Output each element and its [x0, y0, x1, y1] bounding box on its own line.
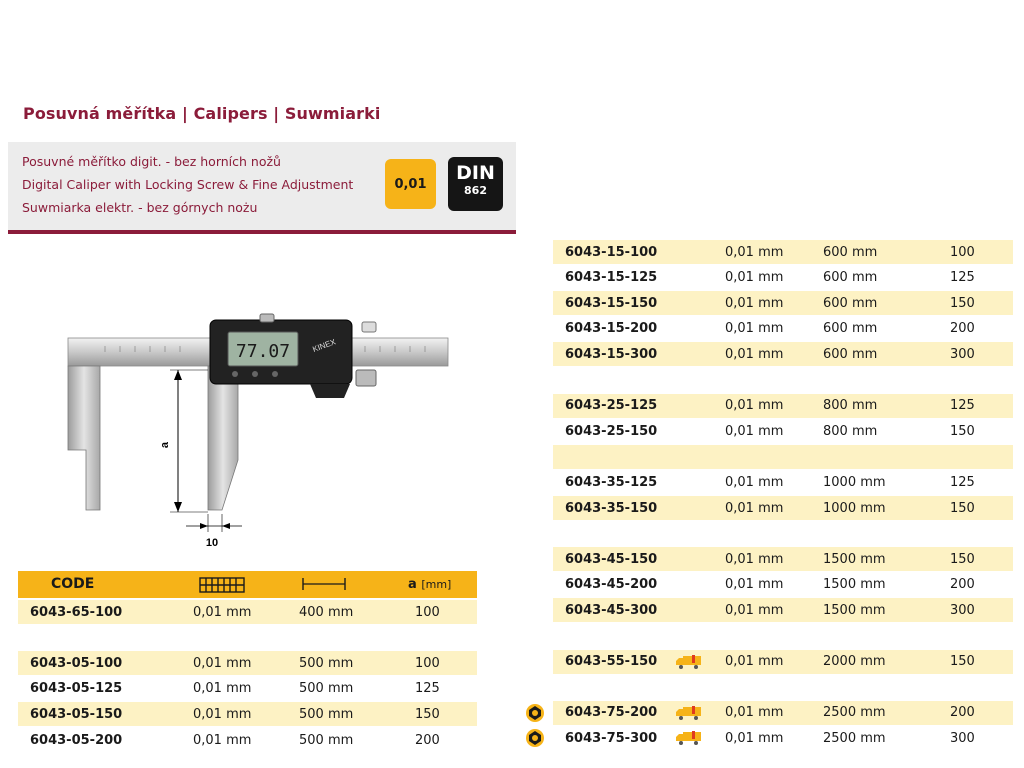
cell-a: 100: [415, 655, 440, 671]
cell-len: 1000 mm: [823, 474, 886, 490]
cell-res: 0,01 mm: [725, 244, 784, 260]
header-code: CODE: [51, 576, 95, 592]
din-number: 862: [464, 184, 487, 197]
cell-len: 600 mm: [823, 295, 878, 311]
brand-logo: KINEX: [311, 337, 337, 354]
dimension-10-label: 10: [205, 537, 219, 549]
cell-res: 0,01 mm: [725, 321, 784, 337]
banner-line-cz: Posuvné měřítko digit. - bez horních nožů: [22, 154, 281, 169]
cell-code: 6043-15-125: [565, 270, 658, 286]
cell-res: 0,01 mm: [725, 500, 784, 516]
cell-code: 6043-55-150: [565, 654, 658, 670]
table-spacer-row: [18, 626, 477, 650]
page-title: Posuvná měřítka | Calipers | Suwmiarki: [23, 104, 381, 123]
cell-len: 1000 mm: [823, 500, 886, 516]
cell-code: 6043-45-200: [565, 577, 658, 593]
cell-res: 0,01 mm: [193, 706, 252, 722]
table-spacer-row: [553, 624, 1013, 648]
cell-res: 0,01 mm: [193, 655, 252, 671]
cell-a: 150: [950, 423, 975, 439]
table-spacer-row: [553, 368, 1013, 392]
product-banner: [8, 142, 516, 234]
cell-res: 0,01 mm: [725, 295, 784, 311]
header-a: a [mm]: [408, 577, 452, 592]
cell-len: 2000 mm: [823, 654, 886, 670]
cell-a: 300: [950, 602, 975, 618]
cell-len: 600 mm: [823, 346, 878, 362]
cell-a: 300: [950, 346, 975, 362]
cell-a: 300: [950, 730, 975, 746]
din-badge: [448, 157, 503, 211]
cell-len: 600 mm: [823, 321, 878, 337]
cell-res: 0,01 mm: [725, 423, 784, 439]
table-spacer-row: [553, 522, 1013, 546]
cell-a: 200: [415, 732, 440, 748]
table-row: [553, 266, 1013, 290]
cell-len: 1500 mm: [823, 577, 886, 593]
banner-line-en: Digital Caliper with Locking Screw & Fine Adjustment: [22, 177, 354, 192]
cell-len: 800 mm: [823, 423, 878, 439]
cell-res: 0,01 mm: [725, 654, 784, 670]
cell-a: 200: [950, 705, 975, 721]
table-spacer-row: [553, 445, 1013, 469]
table-row: [553, 573, 1013, 597]
cell-code: 6043-05-100: [30, 655, 123, 671]
cell-a: 100: [950, 244, 975, 260]
resolution-badge: 0,01: [385, 159, 436, 209]
cell-len: 500 mm: [299, 681, 354, 697]
cell-res: 0,01 mm: [193, 604, 252, 620]
display-value: 77.07: [235, 341, 291, 362]
cell-a: 150: [950, 295, 975, 311]
cell-res: 0,01 mm: [725, 730, 784, 746]
cell-code: 6043-35-150: [565, 500, 658, 516]
table-row: [553, 470, 1013, 494]
table-header: [18, 571, 477, 598]
table-row: [553, 547, 1013, 571]
table-row: [553, 291, 1013, 315]
bolt-icon: [525, 728, 545, 748]
cell-code: 6043-15-100: [565, 244, 658, 260]
length-arrow-icon: [301, 577, 347, 595]
cell-code: 6043-15-200: [565, 321, 658, 337]
dimension-a-label: a: [159, 441, 171, 449]
cell-code: 6043-25-125: [565, 398, 658, 414]
cell-code: 6043-75-200: [565, 705, 658, 721]
table-row: [553, 342, 1013, 366]
cell-code: 6043-15-150: [565, 295, 658, 311]
cell-len: 1500 mm: [823, 602, 886, 618]
cell-code: 6043-05-125: [30, 681, 123, 697]
table-row: [553, 650, 1013, 674]
table-row: [553, 394, 1013, 418]
cell-code: 6043-25-150: [565, 423, 658, 439]
table-row: [553, 240, 1013, 264]
cell-a: 125: [415, 681, 440, 697]
cell-len: 500 mm: [299, 706, 354, 722]
table-row: [18, 702, 477, 726]
caliper-illustration: [60, 310, 460, 560]
cell-a: 150: [415, 706, 440, 722]
banner-line-pl: Suwmiarka elektr. - bez górnych nożu: [22, 200, 258, 215]
cell-len: 2500 mm: [823, 705, 886, 721]
cell-len: 500 mm: [299, 655, 354, 671]
table-row: [553, 317, 1013, 341]
cell-a: 150: [950, 551, 975, 567]
cell-code: 6043-45-150: [565, 551, 658, 567]
table-row: [18, 728, 477, 752]
cell-res: 0,01 mm: [725, 398, 784, 414]
din-label: DIN: [456, 162, 495, 184]
table-row: [553, 701, 1013, 725]
cell-len: 1500 mm: [823, 551, 886, 567]
table-spacer-row: [553, 675, 1013, 699]
bolt-icon: [525, 703, 545, 723]
table-row: [553, 496, 1013, 520]
cell-res: 0,01 mm: [725, 551, 784, 567]
cell-code: 6043-45-300: [565, 602, 658, 618]
table-row: [553, 726, 1013, 750]
cell-a: 100: [415, 604, 440, 620]
table-row: [18, 677, 477, 701]
cell-a: 125: [950, 474, 975, 490]
truck-icon: [674, 654, 704, 674]
cell-a: 200: [950, 577, 975, 593]
cell-code: 6043-75-300: [565, 730, 658, 746]
cell-res: 0,01 mm: [725, 474, 784, 490]
table-row: [18, 651, 477, 675]
cell-len: 2500 mm: [823, 730, 886, 746]
cell-res: 0,01 mm: [725, 346, 784, 362]
cell-len: 800 mm: [823, 398, 878, 414]
truck-icon: [674, 730, 704, 750]
cell-a: 200: [950, 321, 975, 337]
cell-len: 400 mm: [299, 604, 354, 620]
cell-a: 150: [950, 500, 975, 516]
cell-a: 125: [950, 398, 975, 414]
cell-res: 0,01 mm: [193, 732, 252, 748]
cell-a: 150: [950, 654, 975, 670]
table-row: [553, 419, 1013, 443]
cell-res: 0,01 mm: [193, 681, 252, 697]
cell-code: 6043-15-300: [565, 346, 658, 362]
cell-len: 500 mm: [299, 732, 354, 748]
cell-code: 6043-65-100: [30, 604, 123, 620]
cell-res: 0,01 mm: [725, 602, 784, 618]
cell-code: 6043-05-150: [30, 706, 123, 722]
truck-icon: [674, 705, 704, 725]
cell-code: 6043-05-200: [30, 732, 123, 748]
cell-len: 600 mm: [823, 270, 878, 286]
cell-res: 0,01 mm: [725, 705, 784, 721]
resolution-grid-icon: [199, 576, 245, 598]
table-row: [553, 598, 1013, 622]
cell-len: 600 mm: [823, 244, 878, 260]
cell-res: 0,01 mm: [725, 577, 784, 593]
table-row: [18, 600, 477, 624]
cell-code: 6043-35-125: [565, 474, 658, 490]
cell-a: 125: [950, 270, 975, 286]
cell-res: 0,01 mm: [725, 270, 784, 286]
